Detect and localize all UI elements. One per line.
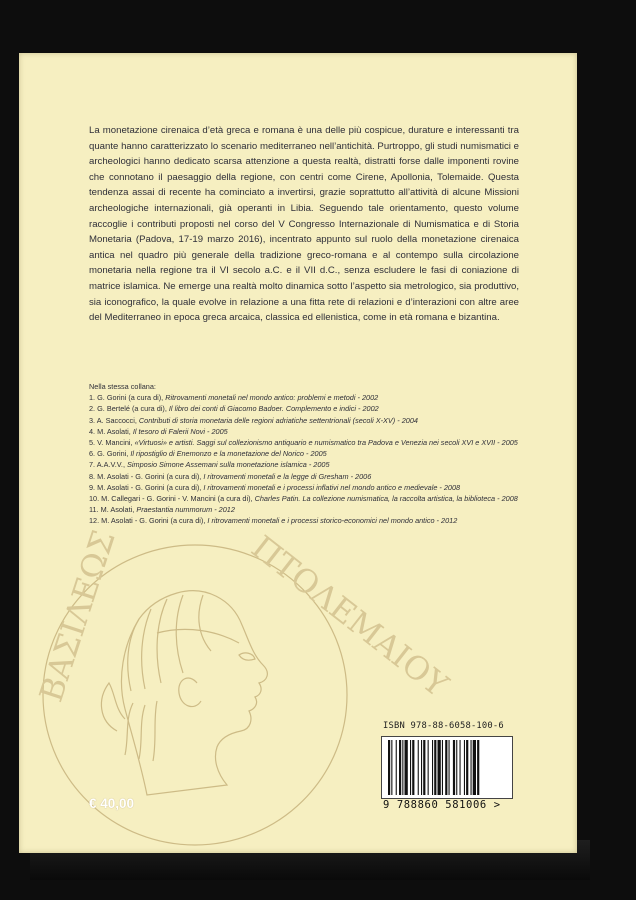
barcode — [381, 736, 513, 799]
coin-legend-right: ΠΤΟΛΕΜΑΙΟΥ — [244, 527, 456, 705]
portrait-hair — [128, 595, 211, 691]
barcode-bars — [382, 737, 512, 798]
list-item: 1. G. Gorini (a cura di), Ritrovamenti monetali nel mondo antico: problemi e metodi - 2002 — [89, 393, 379, 403]
price-label: € 40,00 — [89, 796, 135, 811]
series-list-block — [89, 381, 529, 527]
list-item: 5. V. Mancini, «Virtuosi» e artisti. Saggi sul collezionismo antiquario e numismatico tra Padova e Venezia nei secoli XVI e XVII - 2005 — [89, 438, 518, 448]
isbn-label: ISBN 978-88-6058-100-6 — [383, 721, 504, 731]
list-item: 11. M. Asolati, Praestantia nummorum - 2012 — [89, 505, 235, 515]
portrait-ear — [179, 678, 201, 707]
list-item: 12. M. Asolati - G. Gorini (a cura di), I ritrovamenti monetali e i processi storico-economici nel mondo antico - 2012 — [89, 516, 458, 526]
list-item: 3. A. Saccocci, Contributi di storia monetaria delle regioni adriatiche settentrionali (secoli X-XV) - 2004 — [89, 415, 418, 425]
description-text: La monetazione cirenaica d’età greca e romana è una delle più cospicue, durature e interessanti tra quante hanno caratterizzato lo scenario mediterraneo nell’antichità. Purtroppo, gli studi numismatici e archeologici hanno dedicato scarsa attenzione a questa realtà, distratti forse dalle imponenti rovine che connotano il paesaggio della regione, con centri come Cirene, Apollonia, Tolemaide. Questa tendenza assai di recente ha cominciato a invertirsi, grazie soprattutto all’attività di alcune Missioni archeologiche internazionali, già operanti in Libia. Seguendo tale orientamento, questo volume raccoglie i contributi proposti nel corso del V Congresso Internazionale di Numismatica e di Storia Monetaria (Padova, 17-19 marzo 2016), incentrato appunto sul ruolo della monetazione cirenaica antica nel quadro più generale della tradizione greco-romana e al contempo sulla circolazione monetaria nella regione tra il VI secolo a.C. e il VII d.C., senza escludere le fasi di coniazione di matrice islamica. Ne emerge una realtà molto dinamica sotto l’aspetto sia metrologico, sia produttivo, sia iconografico, la quale evolve in relazione a una fitta rete di relazioni e d’interazioni con altre aree del Mediterraneo in epoca greca arcaica, classica ed ellenistica, come in età romana e bizantina. — [89, 125, 519, 324]
list-item: 7. A.A.V.V., Simposio Simone Assemani sulla monetazione islamica - 2005 — [89, 460, 330, 470]
barcode-digits: 9 788860 581006 > — [383, 799, 501, 811]
portrait-curls — [125, 701, 157, 761]
list-item: 2. G. Bertelé (a cura di), Il libro dei conti di Giacomo Badoer. Complemento e indici - 2002 — [89, 404, 379, 414]
series-heading: Nella stessa collana: — [89, 382, 156, 391]
list-item: 6. G. Gorini, Il ripostiglio di Enemonzo e la monetazione del Norico - 2005 — [89, 449, 327, 459]
portrait-eye — [239, 653, 255, 660]
series-list — [89, 392, 529, 526]
list-item: 4. M. Asolati, Il tesoro di Falerii Novi - 2005 — [89, 426, 228, 436]
back-cover — [19, 53, 577, 853]
list-item: 10. M. Callegari - G. Gorini - V. Mancini (a cura di), Charles Patin. La collezione numismatica, la raccolta artistica, la biblioteca - 2008 — [89, 494, 518, 504]
coin-legend-left: ΒΑΣΙΛΕΩΣ — [31, 525, 123, 707]
portrait-profile — [121, 591, 267, 795]
list-item: 9. M. Asolati - G. Gorini (a cura di), I ritrovamenti monetali e i processi inflativi nel mondo antico e medievale - 2008 — [89, 482, 461, 492]
diadem-band — [157, 629, 239, 643]
list-item: 8. M. Asolati - G. Gorini (a cura di), I ritrovamenti monetali e la legge di Gresham - 2006 — [89, 471, 372, 481]
